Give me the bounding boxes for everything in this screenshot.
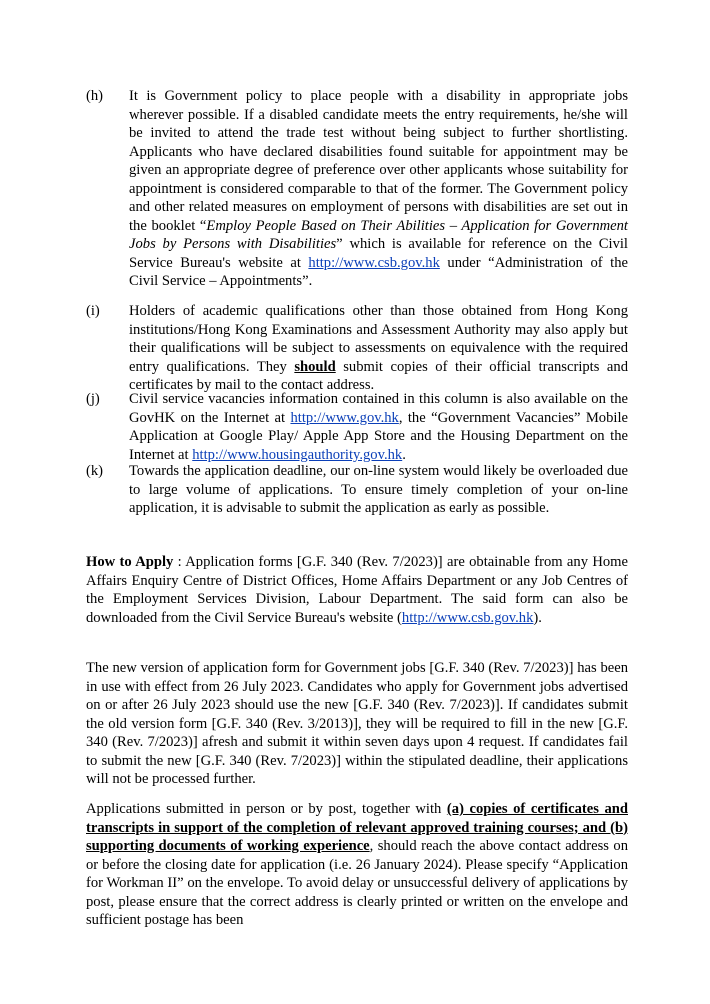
new-form-version-paragraph: The new version of application form for Government jobs [G.F. 340 (Rev. 7/2023)] has been in use with effect from 26 July 2023. Candidates who apply for Government jobs advertised on or after 26 July 2023 should use the new [G.F. 340 (Rev. 7/2023)]. If candidates submit the old version form [G.F. 340 (Rev. 3/2013)], they will be required to fill in the new [G.F. 340 (Rev. 7/2023)] afresh and submit it within seven days upon 4 request. If candidates fail to submit the new [G.F. 340 (Rev. 7/2023)] within the stipulated deadline, their applications will not be processed further. — [86, 660, 628, 788]
should-emphasis: should — [294, 358, 336, 375]
note-j — [86, 390, 628, 464]
note-i-label: (i) — [86, 303, 100, 319]
note-h-body: It is Government policy to place people with a disability in appropriate jobs wherever possible. If a disabled candidate meets the entry requirements, he/she will be invited to attend the trade test without being subject to further shortlisting. Applicants who have declared disabilities found suitable for appointment may be given an appropriate degree of preference over other applicants whose suitability for appointment is considered comparable to that of the former. The Government policy and other related measures on employment of persons with disabilities are set out in the booklet “Employ People Based on Their Abilities – Application for Government Jobs by Persons with Disabilities” which is available for reference on the Civil Service Bureau's website at http://www.csb.gov.hk under “Administration of the Civil Service – Appointments”. — [129, 88, 628, 290]
note-k-label: (k) — [86, 463, 104, 479]
note-k-body: Towards the application deadline, our on-line system would likely be overloaded due to large volume of applications. To ensure timely completion of your on-line application, it is advisable to submit the application as early as possible. — [129, 463, 628, 517]
how-to-apply-heading: How to Apply — [86, 554, 174, 570]
csb-link[interactable]: http://www.csb.gov.hk — [308, 254, 440, 271]
note-j-body: Civil service vacancies information contained in this column is also available on the GovHK on the Internet at http://www.gov.hk, the “Government Vacancies” Mobile Application at Google Play/ Apple App Store and the Housing Department on the Internet at http://www.housingauthority.gov.hk. — [129, 391, 628, 463]
note-h-label: (h) — [86, 88, 104, 104]
note-h — [86, 87, 628, 291]
note-i-body: Holders of academic qualifications other than those obtained from Hong Kong institutions/Hong Kong Examinations and Assessment Authority may also apply but their qualifications will be subject to assessments on equivalence with the required entry qualifications. They should submit copies of their official transcripts and certificates by mail to the contact address. — [129, 303, 628, 394]
booklet-title: Employ People Based on Their Abilities – Application for Government Jobs by Persons with Disabilities — [129, 217, 628, 253]
note-k — [86, 462, 628, 518]
note-i — [86, 302, 628, 395]
submission-paragraph: Applications submitted in person or by post, together with (a) copies of certificates and transcripts in support of the completion of relevant approved training courses; and (b) supporting documents of working experience, should reach the above contact address on or before the closing date for application (i.e. 26 January 2024). Please specify “Application for Workman II” on the envelope. To avoid delay or unsuccessful delivery of applications by post, please ensure that the correct address is clearly printed or written on the envelope and sufficient postage has been — [86, 801, 628, 929]
govhk-link[interactable]: http://www.gov.hk — [290, 409, 399, 426]
note-j-label: (j) — [86, 391, 100, 407]
housing-authority-link[interactable]: http://www.housingauthority.gov.hk — [192, 446, 403, 463]
csb-website-link[interactable]: http://www.csb.gov.hk — [401, 609, 534, 626]
required-documents: (a) copies of certificates and transcripts in support of the completion of relevant approved training courses; and (b) supporting documents of working experience — [86, 801, 628, 855]
how-to-apply-paragraph: How to Apply : Application forms [G.F. 340 (Rev. 7/2023)] are obtainable from any Home Affairs Enquiry Centre of District Offices, Home Affairs Department or any Job Centres of the Employment Services Division, Labour Department. The said form can also be downloaded from the Civil Service Bureau's website (http://www.csb.gov.hk). — [86, 554, 628, 626]
